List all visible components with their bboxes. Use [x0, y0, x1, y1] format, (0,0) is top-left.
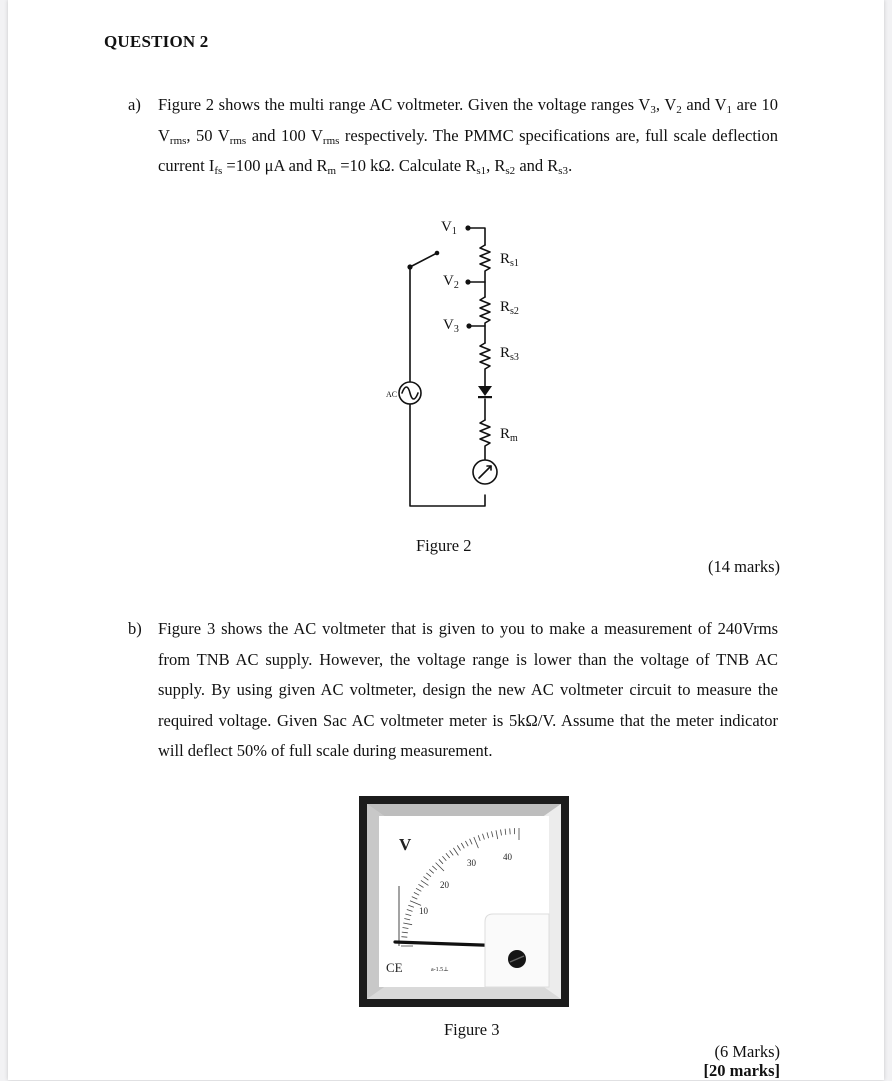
tick-label-30: 30: [467, 858, 477, 868]
question-title: QUESTION 2: [104, 32, 209, 52]
rs2-resistor: [480, 297, 490, 326]
total-marks: [20 marks]: [620, 1061, 780, 1081]
part-a-paragraph: [128, 90, 778, 182]
figure-3-meter: [359, 796, 569, 1007]
label-rs3: $R_{s3}$: [500, 345, 519, 363]
rs3-resistor: [480, 343, 490, 386]
ce-mark: CE: [386, 960, 403, 975]
label-ac: AC: [386, 390, 397, 399]
v1-wire: [468, 228, 485, 245]
part-b-text: Figure 3 shows the AC voltmeter that is given to you to make a measurement of 240Vrms from TNB AC supply. However, the voltage range is lower than the voltage of TNB AC supply. By using given AC voltmeter, design the new AC voltmeter circuit to measure the required voltage. Given Sac AC voltmeter meter is 5kΩ/V. Assume that the meter indicator will deflect 50% of full scale during measurement.: [158, 614, 778, 767]
label-v1: $V_1$: [441, 219, 457, 237]
label-rm: $R_m$: [500, 426, 518, 444]
label-rs1: $R_{s1}$: [500, 251, 519, 269]
part-b-paragraph: [128, 614, 778, 767]
tick-label-40: 40: [503, 852, 513, 862]
v2-tap: [468, 282, 485, 297]
part-b-label: b): [128, 614, 142, 645]
part-b-marks: (6 Marks): [620, 1042, 780, 1062]
label-rs2: $R_{s2}$: [500, 299, 519, 317]
meter-tick: [401, 937, 407, 938]
figure-2-circuit: [370, 205, 540, 515]
figure-3-caption: Figure 3: [444, 1020, 499, 1040]
part-a-marks: (14 marks): [620, 557, 780, 577]
part-a-text: Figure 2 shows the multi range AC voltmeter. Given the voltage ranges $V_3$, $V_2$ and $V_1$ are 10 $V_{rms}$, 50 $V_{rms}$ and 100 $V_{rms}$ respectively. The PMMC specifications are, full scale deflection current $I_{fs} =100$ μA and $R_m =10$ kΩ. Calculate $R_{s1}$, $R_{s2}$ and $R_{s3}$.: [158, 90, 778, 182]
tick-label-10: 10: [419, 906, 429, 916]
v3-tap: [469, 326, 485, 343]
diode: [478, 386, 492, 396]
label-v2: $V_2$: [443, 273, 459, 291]
rm-resistor: [480, 420, 490, 460]
rs1-resistor: [480, 245, 490, 282]
meter-spec: a-1.5⊥: [431, 966, 449, 973]
tick-label-20: 20: [440, 880, 450, 890]
selector-switch: [410, 253, 437, 267]
meter-tick: [510, 828, 511, 834]
label-v3: $V_3$: [443, 317, 459, 335]
part-a-label: a): [128, 90, 141, 121]
figure-2-caption: Figure 2: [416, 536, 471, 556]
meter-unit: V: [399, 835, 412, 854]
